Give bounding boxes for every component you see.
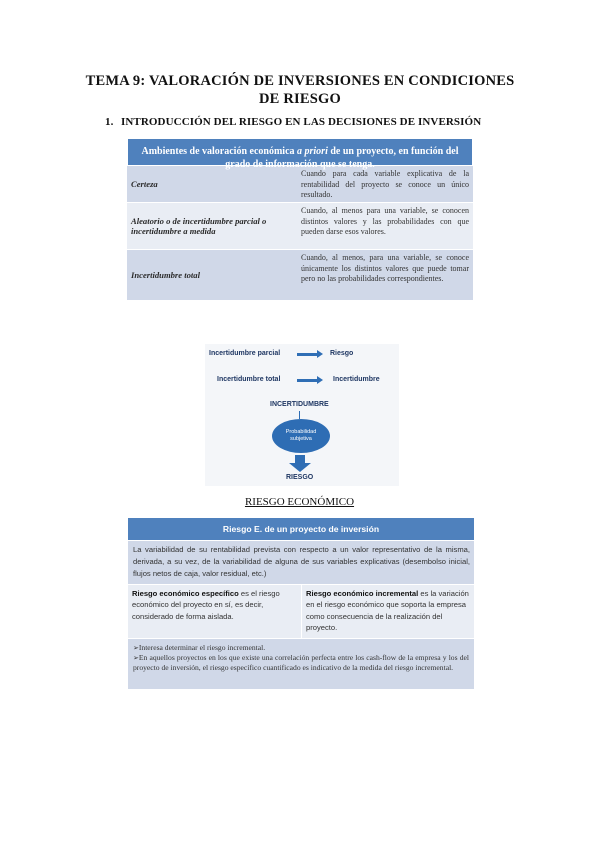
- economic-risk-table: [128, 518, 474, 689]
- table2-risk-types: [128, 584, 474, 638]
- diagram-partial-uncertainty: Incertidumbre parcial: [209, 350, 281, 357]
- ellipse-text-2: subjetiva: [290, 436, 312, 442]
- diagram-top-label: INCERTIDUMBRE: [270, 401, 329, 408]
- table1-header-text-a: Ambientes de valoración económica: [141, 146, 298, 157]
- diagram-bottom-label: RIESGO: [286, 474, 314, 481]
- table1-header-italic: a priori: [297, 146, 328, 157]
- incremental-risk-text: es la variación en el riesgo económico que soporta la empresa como consecuencia de la realización del proyecto.: [306, 588, 469, 633]
- economic-risk-subtitle: RIESGO ECONÓMICO: [244, 496, 355, 508]
- table2-notes: [128, 638, 474, 689]
- row-term: Certeza: [131, 178, 158, 189]
- row-term: Incertidumbre total: [131, 269, 200, 280]
- diagram-total-uncertainty: Incertidumbre total: [217, 376, 281, 383]
- table1-header: [127, 138, 473, 170]
- table1-header-text-b: de un proyecto, en función del grado de información que se tenga.: [225, 146, 459, 170]
- title-line-1: TEMA 9: VALORACIÓN DE INVERSIONES EN CONDICIONES: [85, 73, 515, 89]
- table-row: [127, 202, 473, 249]
- section-number: 1.: [105, 116, 114, 128]
- ellipse-text-1: Probabilidad: [285, 429, 317, 435]
- section-heading-text: INTRODUCCIÓN DEL RIESGO EN LAS DECISIONES DE INVERSIÓN: [121, 116, 482, 128]
- incremental-risk-cell: [301, 585, 474, 638]
- row-description: Cuando para cada variable explicativa de la rentabilidad del proyecto se conoce un único resultado.: [301, 169, 469, 199]
- arrow-bullet-icon: ➢: [133, 643, 139, 652]
- table2-definition: La variabilidad de su rentabilidad prevista con respecto a un valor representativo de la misma, derivada, a su vez, de la variabilidad de alguna de sus variables explicativas (desembolso inicial, flujos netos de caja, valor residual, etc.): [128, 540, 474, 584]
- table2-header: Riesgo E. de un proyecto de inversión: [128, 518, 474, 540]
- incremental-risk-term: Riesgo económico incremental: [306, 588, 419, 598]
- table-row: [127, 166, 473, 202]
- subjective-probability-node: [272, 419, 330, 453]
- note-2: En aquellos proyectos en los que existe una correlación perfecta entre los cash-flow de la empresa y los del proyecto de inversión, el riesgo específico cuantificado es indicativo de la medida del riesgo incremental.: [133, 653, 469, 673]
- arrow-bullet-icon: ➢: [133, 654, 139, 663]
- specific-risk-text: es el riesgo económico del proyecto en sí, es decir, considerado de forma aislada.: [132, 588, 280, 621]
- note-1: Interesa determinar el riesgo incremental.: [138, 642, 266, 652]
- arrow-right-icon: [297, 353, 317, 356]
- list-item: [133, 653, 469, 673]
- row-description: Cuando, al menos, para una variable, se conoce únicamente los distintos valores que puede tomar pero no las probabilidades correspondientes.: [301, 253, 469, 283]
- row-term: Aleatorio o de incertidumbre parcial o incertidumbre a medida: [131, 215, 267, 236]
- list-item: [133, 643, 469, 653]
- title-line-2: DE RIESGO: [259, 91, 341, 107]
- section-heading: [105, 116, 481, 128]
- table-row: [127, 249, 473, 300]
- connector-line: [299, 411, 300, 419]
- diagram-uncertainty: Incertidumbre: [333, 376, 380, 383]
- valuation-environments-table: [127, 138, 473, 300]
- specific-risk-term: Riesgo económico específico: [132, 588, 239, 598]
- diagram-risk: Riesgo: [330, 350, 354, 357]
- arrow-right-icon: [297, 379, 317, 382]
- row-description: Cuando, al menos para una variable, se conocen distintos valores y las probabilidades con que pueden darse esos valores.: [301, 206, 469, 236]
- document-title: [70, 72, 530, 108]
- specific-risk-cell: [128, 585, 301, 638]
